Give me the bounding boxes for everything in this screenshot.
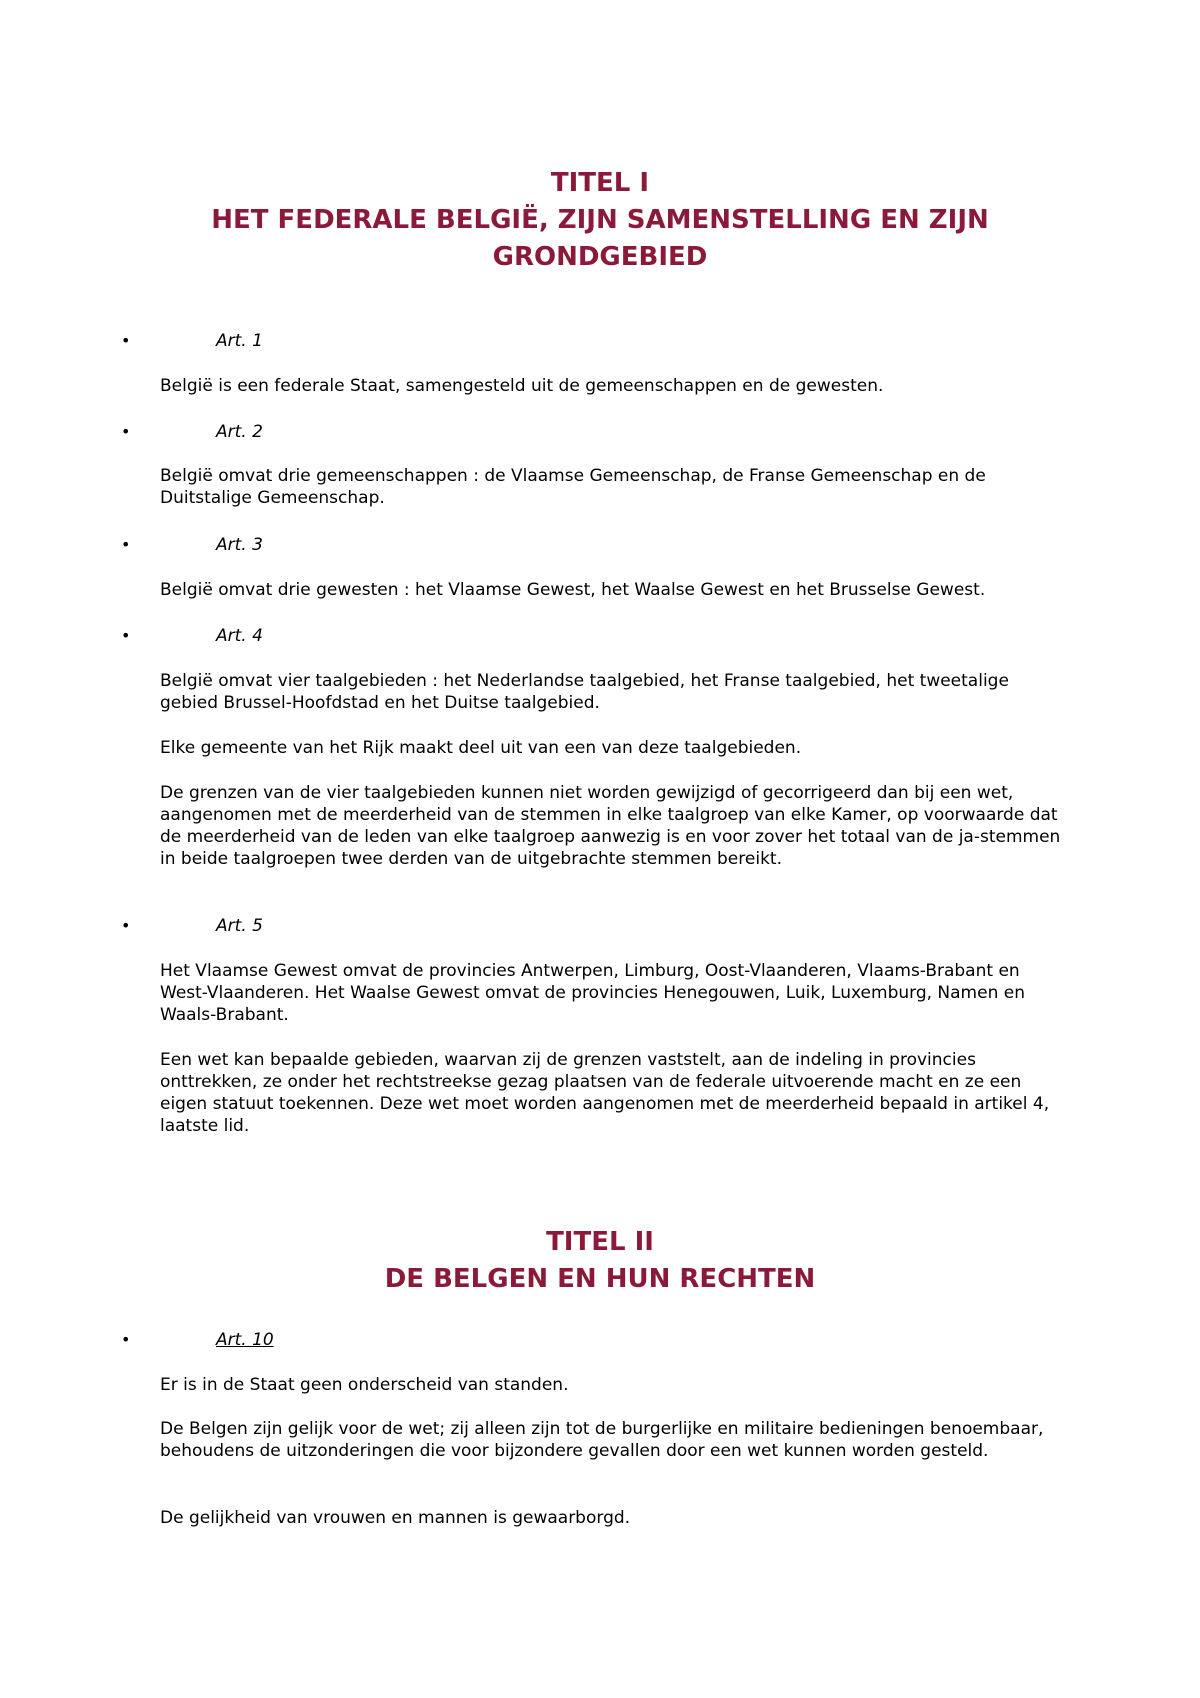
title-2-line-2: DE BELGEN EN HUN RECHTEN [384,1264,816,1294]
article-label: Art. 2 [216,422,263,442]
title-1-line-3: GRONDGEBIED [492,242,708,272]
bullet: • [121,626,131,645]
title-1-line-1: TITEL I [550,168,650,198]
bullet: • [121,422,131,441]
article-4-paragraph-2: Elke gemeente van het Rijk maakt deel uit van een van deze taalgebieden. [160,738,802,758]
title-1 [0,165,1200,276]
title-2 [0,1224,1200,1298]
article-label-link[interactable]: Art. 10 [216,1330,274,1350]
article-5-paragraph-2: Een wet kan bepaalde gebieden, waarvan zij de grenzen vaststelt, aan de indeling in provincies onttrekken, ze onder het rechtstreekse gezag plaatsen van de federale uitvoerende macht en ze een eigen statuut toekennen. Deze wet moet worden aangenomen met de meerderheid bepaald in artikel 4, laatste lid. [160,1050,1050,1136]
bullet: • [121,916,131,935]
article-2-paragraph-1: België omvat drie gemeenschappen : de Vlaamse Gemeenschap, de Franse Gemeenschap en de Duitstalige Gemeenschap. [160,466,986,508]
bullet: • [121,1330,131,1349]
title-1-line-2: HET FEDERALE BELGIË, ZIJN SAMENSTELLING EN ZIJN [211,205,989,235]
article-10-paragraph-1: Er is in de Staat geen onderscheid van standen. [160,1375,569,1395]
bullet: • [121,331,131,350]
article-4-paragraph-1: België omvat vier taalgebieden : het Nederlandse taalgebied, het Franse taalgebied, het tweetalige gebied Brussel-Hoofdstad en het Duitse taalgebied. [160,671,1009,713]
article-4-paragraph-3: De grenzen van de vier taalgebieden kunnen niet worden gewijzigd of gecorrigeerd dan bij een wet, aangenomen met de meerderheid van de stemmen in elke taalgroep van elke Kamer, op voorwaarde dat de meerderheid van de leden van elke taalgroep aanwezig is en voor zover het totaal van de ja-stemmen in beide taalgroepen twee derden van de uitgebrachte stemmen bereikt. [160,783,1061,869]
article-3-paragraph-1: België omvat drie gewesten : het Vlaamse Gewest, het Waalse Gewest en het Brusselse Gewest. [160,580,986,600]
article-label: Art. 4 [216,626,263,646]
article-5-paragraph-1: Het Vlaamse Gewest omvat de provincies Antwerpen, Limburg, Oost-Vlaanderen, Vlaams-Brabant en West-Vlaanderen. Het Waalse Gewest omvat de provincies Henegouwen, Luik, Luxemburg, Namen en Waals-Brabant. [160,961,1025,1025]
article-1-paragraph-1: België is een federale Staat, samengesteld uit de gemeenschappen en de gewesten. [160,376,884,396]
title-2-line-1: TITEL II [546,1227,654,1257]
article-label: Art. 1 [216,331,263,351]
article-10-paragraph-3: De gelijkheid van vrouwen en mannen is gewaarborgd. [160,1508,631,1528]
bullet: • [121,535,131,554]
article-10-paragraph-2: De Belgen zijn gelijk voor de wet; zij alleen zijn tot de burgerlijke en militaire bedieningen benoembaar, behoudens de uitzonderingen die voor bijzondere gevallen door een wet kunnen worden gesteld. [160,1419,1044,1461]
article-label: Art. 3 [216,535,263,555]
article-label: Art. 5 [216,916,263,936]
